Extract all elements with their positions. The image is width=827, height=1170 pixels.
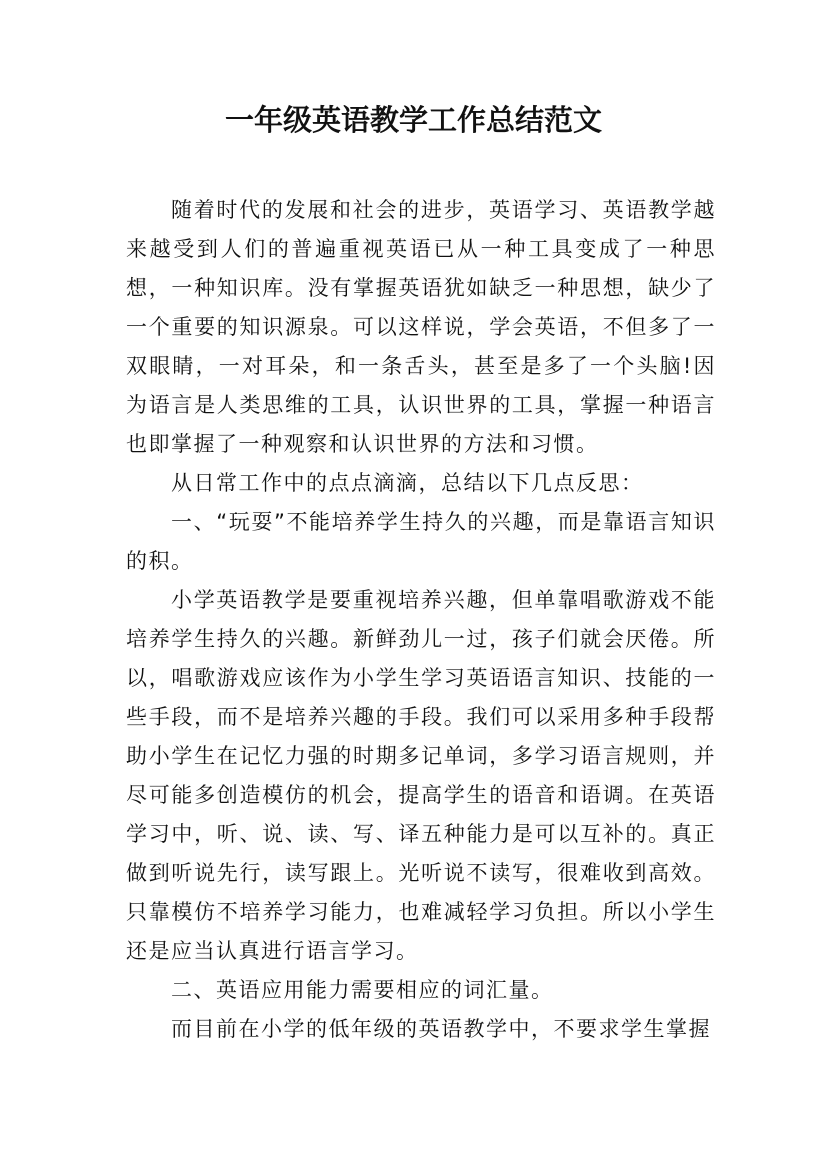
paragraph-intro: 随着时代的发展和社会的进步，英语学习、英语教学越来越受到人们的普遍重视英语已从一种工具变成了一种思想，一种知识库。没有掌握英语犹如缺乏一种思想，缺少了一个重要的知识源泉。可以这样说，学会英语，不但多了一双眼睛，一对耳朵，和一条舌头，甚至是多了一个头脑!因为语言是人类思维的工具，认识世界的工具，掌握一种语言也即掌握了一种观察和认识世界的方法和习惯。 bbox=[126, 198, 716, 456]
document-title: 一年级英语教学工作总结范文 bbox=[224, 103, 602, 137]
paragraph-point-two: 而目前在小学的低年级的英语教学中，不要求学生掌握 bbox=[171, 1017, 711, 1041]
document-body bbox=[126, 191, 716, 1049]
paragraph-point-one: 小学英语教学是要重视培养兴趣，但单靠唱歌游戏不能培养学生持久的兴趣。新鲜劲儿一过，孩子们就会厌倦。所以，唱歌游戏应该作为小学生学习英语语言知识、技能的一些手段，而不是培养兴趣的手段。我们可以采用多种手段帮助小学生在记忆力强的时期多记单词，多学习语言规则，并尽可能多创造模仿的机会，提高学生的语音和语调。在英语学习中，听、说、读、写、译五种能力是可以互补的。真正做到听说先行，读写跟上。光听说不读写，很难收到高效。只靠模仿不培养学习能力，也难减轻学习负担。所以小学生还是应当认真进行语言学习。 bbox=[126, 588, 716, 963]
paragraph-reflection-lead: 从日常工作中的点点滴滴，总结以下几点反思： bbox=[171, 471, 644, 495]
heading-point-one: 一、“玩耍”不能培养学生持久的兴趣，而是靠语言知识的积。 bbox=[126, 510, 716, 573]
heading-point-two: 二、英语应用能力需要相应的词汇量。 bbox=[171, 978, 554, 1002]
